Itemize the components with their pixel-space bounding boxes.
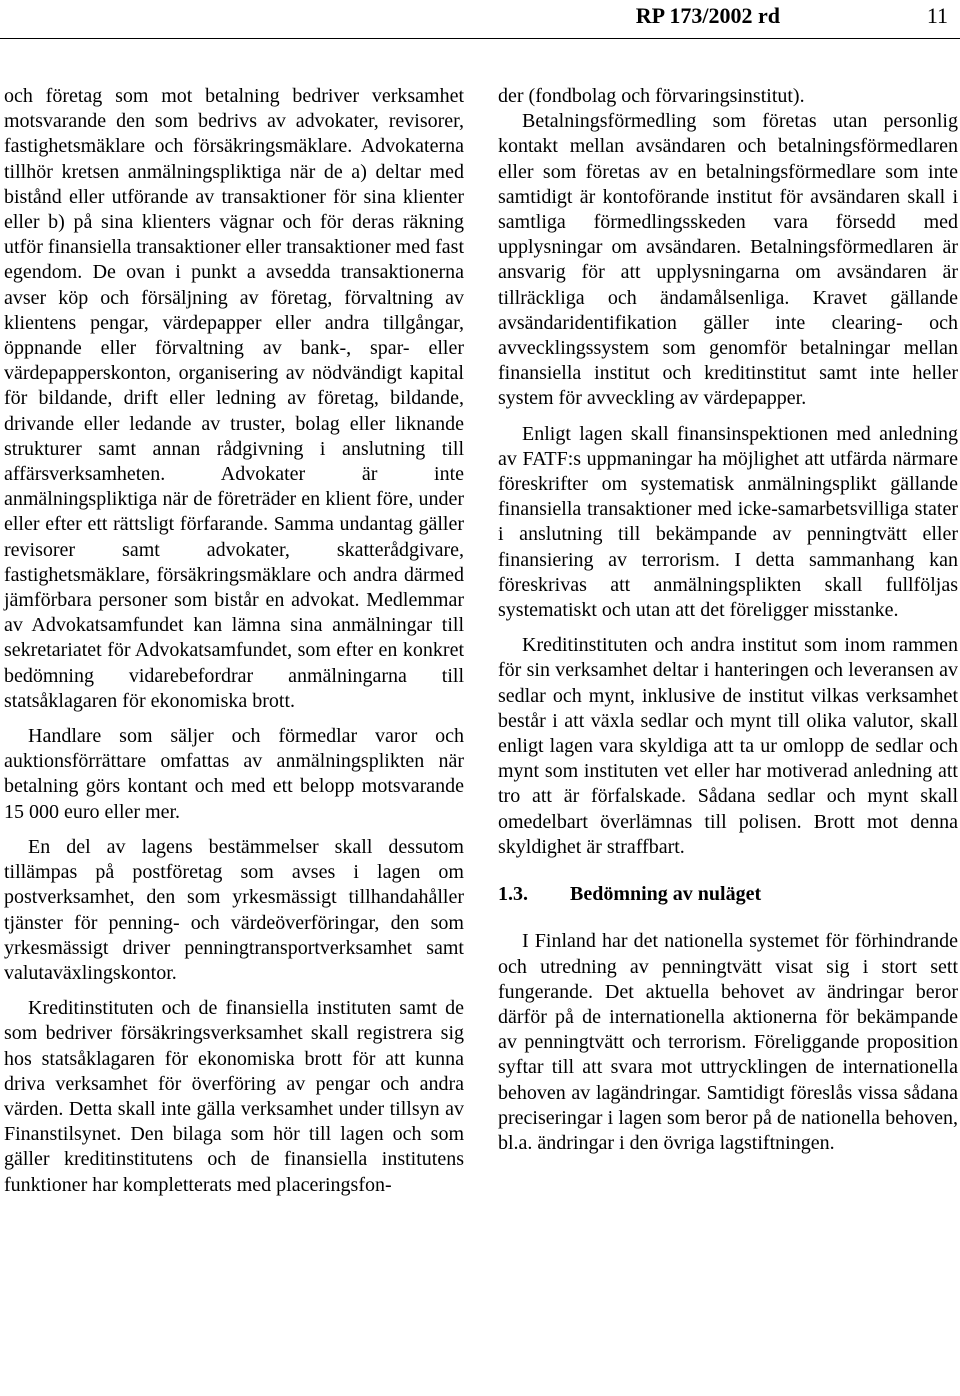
paragraph: I Finland har det nationella systemet för förhindrande och utredning av penningtvätt visat sig i stort sett fungerande. Det aktuella behovet av ändringar beror därför på de internationella aktionerna för bekämpande av penningtvätt och terrorism. Föreliggande proposition syftar till att svara mot uttrycklingen de internationella behoven av lagändringar. Samtidigt föreslås vissa sådana preciseringar i lagen som beror på de nationella behoven, bl.a. ändringar i den övriga lagstiftningen.: [498, 930, 958, 1154]
page-header: [0, 0, 960, 39]
section-number: 1.3.: [498, 883, 528, 906]
document-reference: RP 173/2002 rd: [635, 3, 780, 28]
page-number: 11: [926, 3, 948, 28]
paragraph: Enligt lagen skall finansinspektionen med anledning av FATF:s uppmaningar ha möjlighet att utfärda närmare föreskrifter om systematisk anmälningsplikt gällande finansiella transaktioner med icke-samarbetsvilliga stater i anslutning till bekämpande av penningtvätt eller finansiering av terrorism. I detta sammanhang kan föreskrivas att anmälningsplikten skall fullföljas systematiskt och utan att det föreligger misstanke.: [498, 422, 958, 622]
section-title: Bedömning av nuläget: [570, 883, 762, 906]
paragraph: der (fondbolag och förvaringsinstitut).: [498, 85, 805, 107]
section-heading: [498, 882, 958, 907]
right-column: [498, 84, 958, 1156]
paragraph: Handlare som säljer och förmedlar varor och auktionsförrättare omfattas av anmälningsplikten när betalning görs kontant och med ett belopp motsvarande 15 000 euro eller mer.: [4, 725, 464, 823]
paragraph: Kreditinstituten och andra institut som inom rammen för sin verksamhet deltar i hanteringen och leveransen av sedlar och mynt, inklusive de institut vilkas verksamhet består i att växla sedlar och mynt till olika valutor, skall enligt lagen vara skyldiga att ta ur omlopp de sedlar och mynt som instituten vet eller har motiverad anledning att tro att är förfalskade. Sådana sedlar och mynt skall omedelbart överlämnas till polisen. Brott mot denna skyldighet är straffbart.: [498, 634, 958, 858]
paragraph: Kreditinstituten och de finansiella instituten samt de som bedriver försäkringsverksamhet skall registrera sig hos statsåklagaren för ekonomiska brott för att kunna driva verksamhet för överföring av pengar och andra värden. Detta skall inte gälla verksamhet under tillsyn av Finanstilsynet. Den bilaga som hör till lagen och som gäller kreditinstitutens och de finansiella institutens funktioner har kompletterats med placeringsfon-: [4, 997, 464, 1196]
left-column: [4, 84, 464, 1198]
paragraph: och företag som mot betalning bedriver verksamhet motsvarande den som bedrivs av advokater, revisorer, fastighetsmäklare och försäkringsmäklare. Advokaterna tillhör kretsen anmälningspliktiga när de a) deltar med bistånd eller utförande av transaktioner för sina klienter eller b) på sina klienters vägnar och för deras räkning utför finansiella transaktioner eller transaktioner med fast egendom. De ovan i punkt a avsedda transaktionerna avser köp och försäljning av företag, förvaltning av klientens pengar, värdepapper eller andra tillgångar, öppnande eller förvaltning av bank-, spar- eller värdepapperskonton, organisering av nödvändigt kapital för bildande, drift eller ledning av företag, bildande, drivande eller ledande av truster, bolag eller liknande strukturer samt annan rådgivning i anslutning till affärsverksamheten. Advokater är inte anmälningspliktiga när de företräder en klient före, under eller efter ett rättsligt förfarande. Samma undantag gäller revisorer samt advokater, skatterådgivare, fastighetsmäklare, försäkringsmäklare och andra därmed jämförbara personer som bistår en advokat. Medlemmar av Advokatsamfundet kan lämna sina anmälningar till sekretariatet för Advokatsamfundet, som efter en konkret bedömning vidarebefordrar anmälningarna till statsåklagaren för ekonomiska brott.: [4, 85, 464, 712]
paragraph: Betalningsförmedling som företas utan personlig kontakt mellan avsändaren och betalningsförmedlaren eller som företas av en betalningsförmedlare som inte samtidigt är kontoförande institut för avsändaren skall i samtliga förmedlingsskeden vara försedd med upplysningar om avsändaren. Betalningsförmedlaren är ansvarig för att upplysningarna om avsändaren är tillräckliga och ändamålsenliga. Kravet gällande avsändaridentifikation gäller inte clearing- och avvecklingssystem som genomför betalningar mellan finansiella institut och kreditinstitut samt inte heller system för avveckling av värdepapper.: [498, 110, 958, 410]
paragraph: En del av lagens bestämmelser skall dessutom tillämpas på postföretag som avses i lagen om postverksamhet, den som yrkesmässigt tillhandahåller tjänster för penning- och värdeöverföringar, den som yrkesmässigt driver penningtransportverksamhet samt valutaväxlingskontor.: [4, 835, 464, 984]
